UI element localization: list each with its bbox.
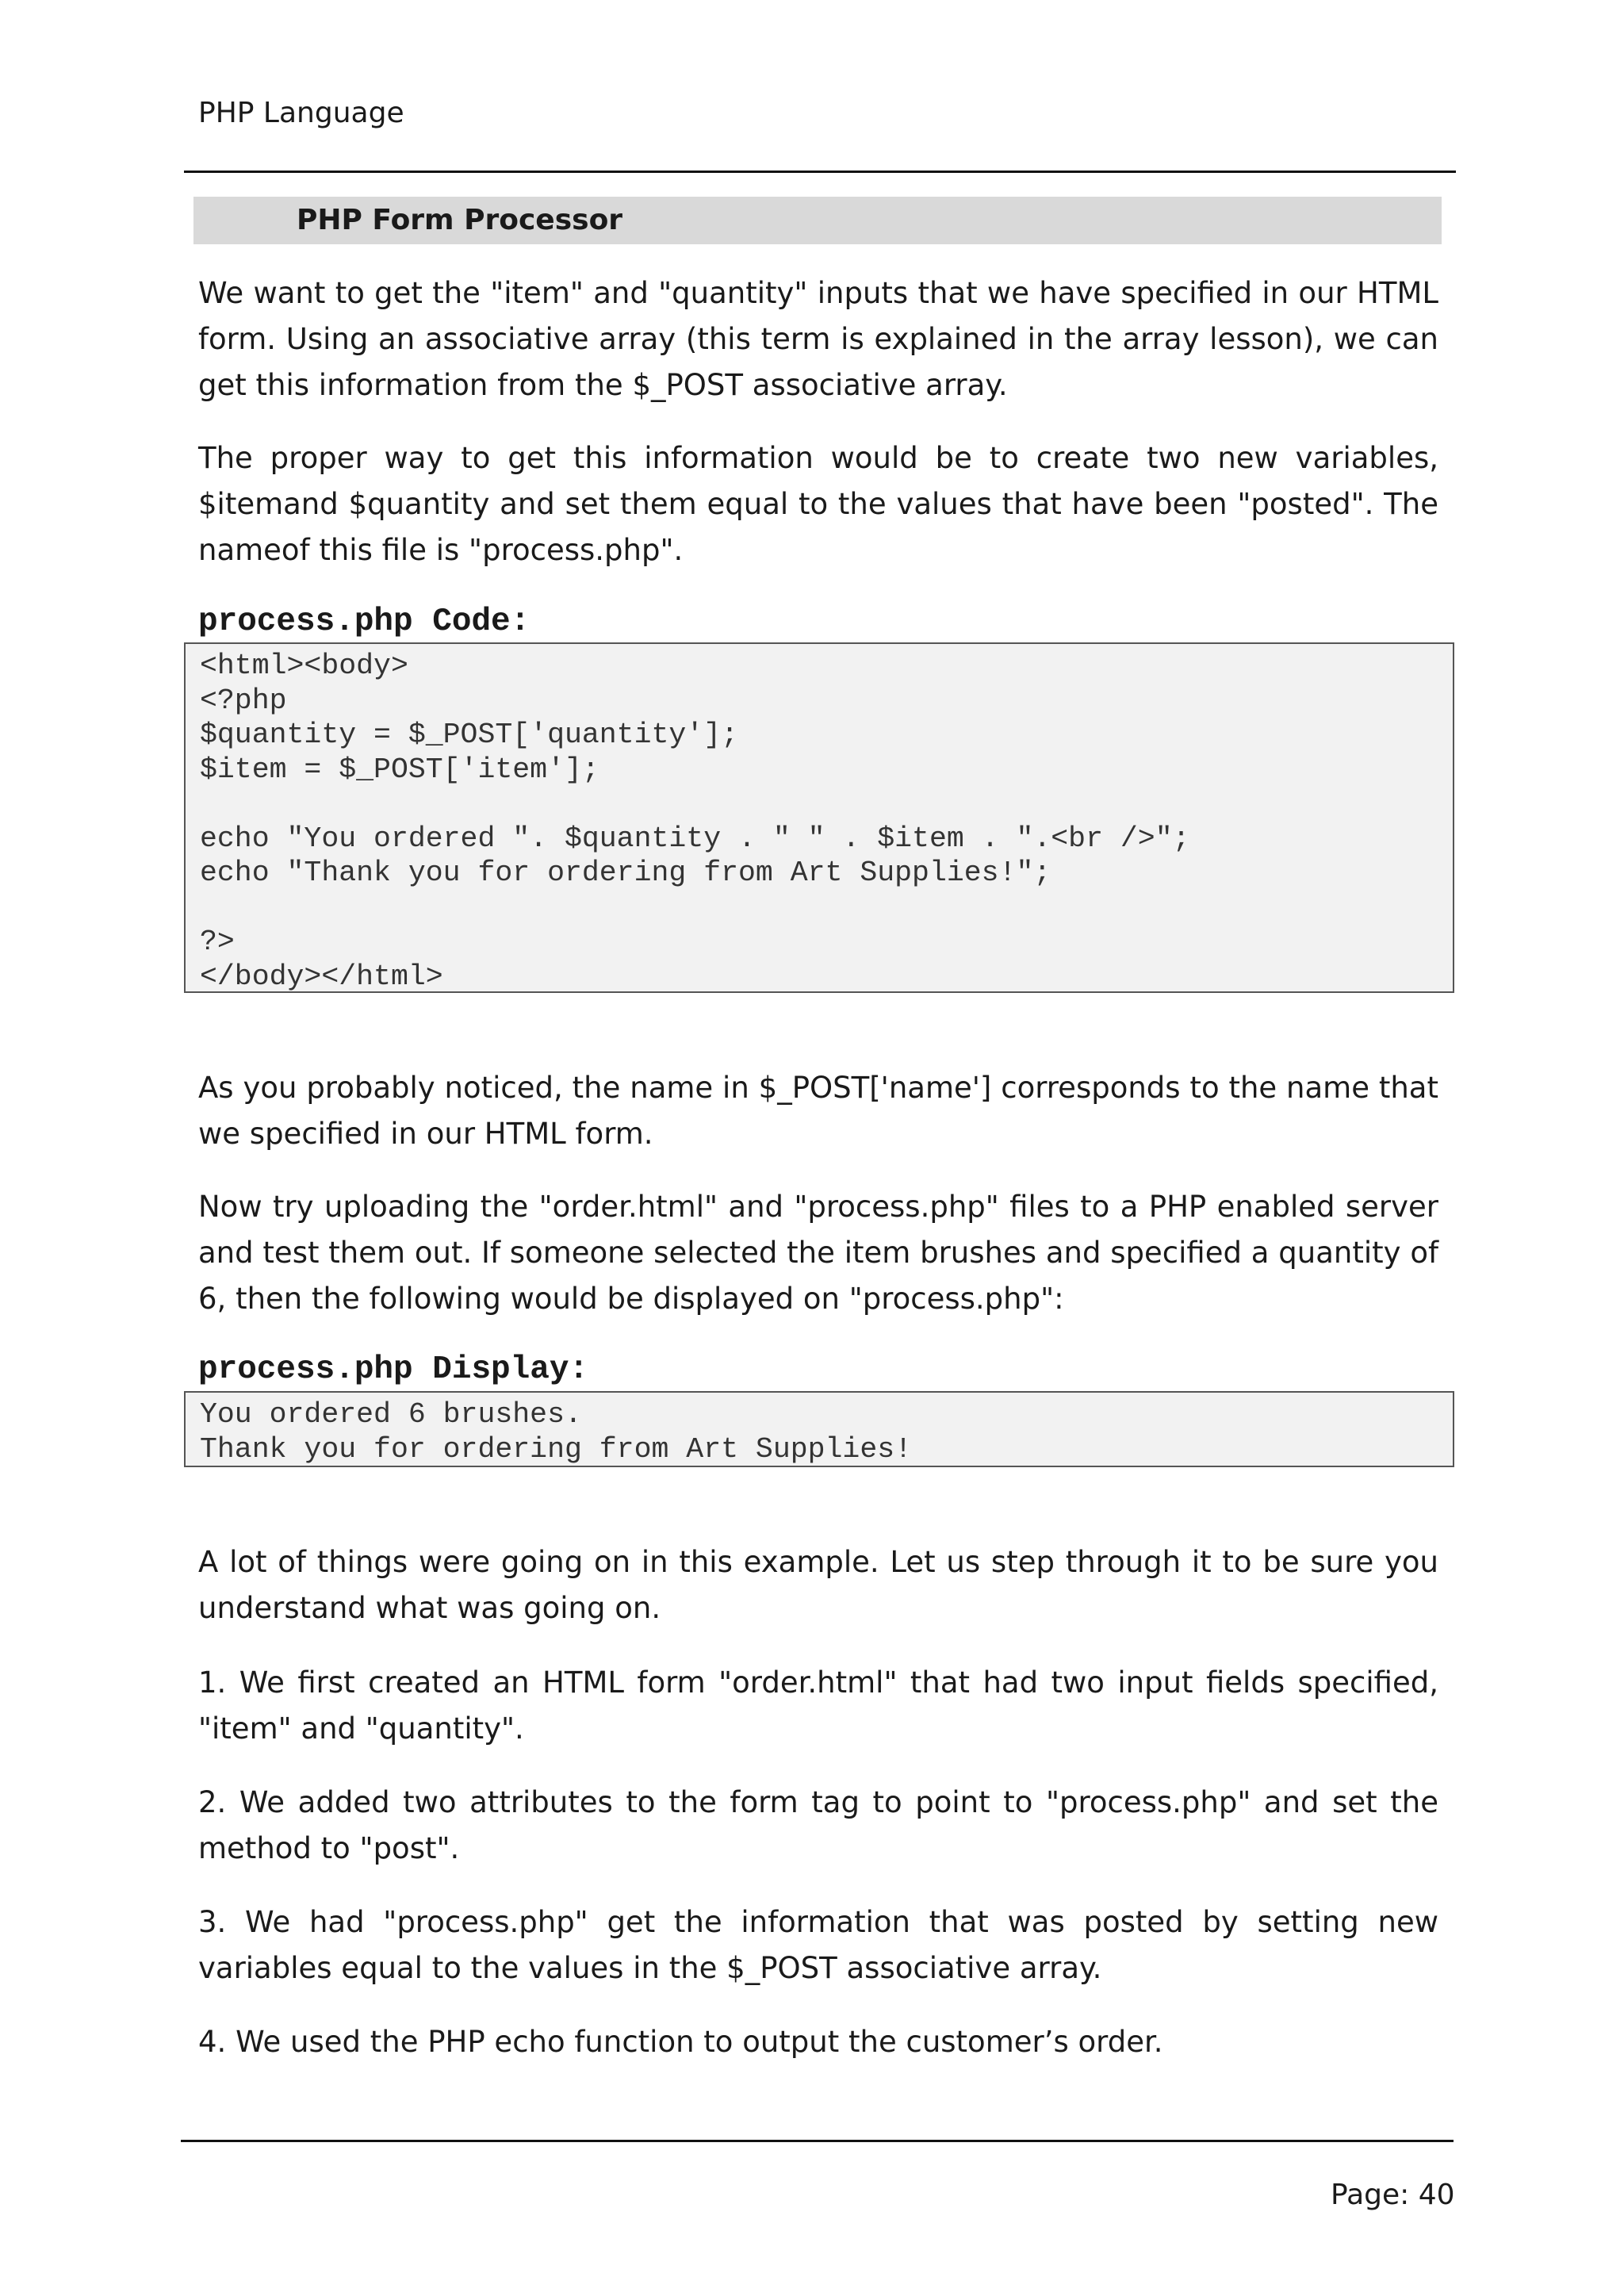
code-line: Thank you for ordering from Art Supplies! <box>200 1432 913 1466</box>
paragraph-post-name: As you probably noticed, the name in $_POST['name'] corresponds to the name that we specified in our HTML form. <box>198 1071 1438 1151</box>
code-line: echo "You ordered ". $quantity . " " . $item . ".<br />"; <box>200 822 1190 855</box>
code-line: <html><body> <box>200 650 408 682</box>
section-title: PHP Form Processor <box>297 204 623 236</box>
section-heading-bar <box>193 197 1442 244</box>
running-header: PHP Language <box>198 97 404 129</box>
code-block-process <box>184 642 1454 993</box>
code-line: $item = $_POST['item']; <box>200 753 599 786</box>
step-1: 1. We first created an HTML form "order.html" that had two input fields specified, "item" and "quantity". <box>198 1665 1438 1746</box>
code-line <box>200 891 1438 926</box>
footer-divider <box>181 2140 1454 2142</box>
step-2: 2. We added two attributes to the form tag to point to "process.php" and set the method to "post". <box>198 1785 1438 1865</box>
page-number: Page: 40 <box>1331 2179 1455 2211</box>
step-4: 4. We used the PHP echo function to output the customer’s order. <box>198 2025 1163 2059</box>
paragraph-upload: Now try uploading the "order.html" and "process.php" files to a PHP enabled server and test them out. If someone selected the item brushes and specified a quantity of 6, then the following would be displayed on "process.php": <box>198 1190 1438 1316</box>
code-block-display <box>184 1391 1454 1467</box>
header-divider <box>184 171 1456 173</box>
code-line: ?> <box>200 926 235 958</box>
code-line: <?php <box>200 684 287 717</box>
paragraph-summary-intro: A lot of things were going on in this example. Let us step through it to be sure you understand what was going on. <box>198 1545 1438 1625</box>
code-line <box>200 787 1438 822</box>
paragraph-variables: The proper way to get this information would be to create two new variables, $itemand $quantity and set them equal to the values that have been "posted". The nameof this file is "process.php". <box>198 441 1438 567</box>
code-line: </body></html> <box>200 960 443 993</box>
code-line: You ordered 6 brushes. <box>200 1398 582 1431</box>
code-line: $quantity = $_POST['quantity']; <box>200 719 739 751</box>
code-label-process: process.php Code: <box>198 604 530 640</box>
step-3: 3. We had "process.php" get the information that was posted by setting new variables equal to the values in the $_POST associative array. <box>198 1905 1438 1985</box>
paragraph-intro: We want to get the "item" and "quantity" inputs that we have specified in our HTML form. Using an associative array (this term is explained in the array lesson), we can get this information from the $_POST associative array. <box>198 276 1438 402</box>
code-line: echo "Thank you for ordering from Art Supplies!"; <box>200 857 1051 889</box>
code-label-display: process.php Display: <box>198 1351 589 1388</box>
